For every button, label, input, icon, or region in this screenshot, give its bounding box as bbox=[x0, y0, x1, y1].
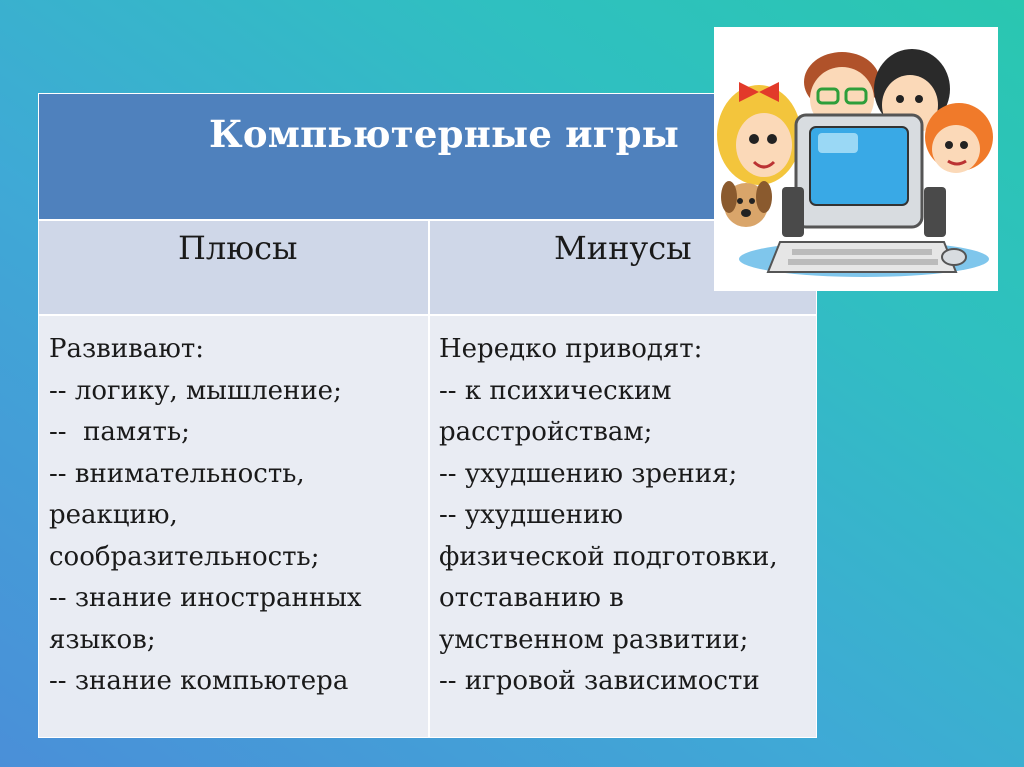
cons-line: -- ухудшению зрения; bbox=[439, 458, 738, 489]
pros-line: Развивают: bbox=[49, 334, 205, 364]
pros-cell bbox=[49, 329, 419, 703]
pros-line: сообразительность; bbox=[49, 541, 320, 572]
column-divider bbox=[428, 221, 430, 737]
cons-line: Нередко приводят: bbox=[439, 334, 703, 364]
table-title: Компьютерные игры bbox=[209, 112, 680, 156]
kids-with-computer-icon bbox=[714, 27, 998, 291]
pros-cons-table bbox=[38, 93, 817, 738]
pros-line: реакцию, bbox=[49, 500, 178, 530]
cons-cell bbox=[439, 329, 814, 703]
cons-line: отставанию в bbox=[439, 583, 624, 613]
cons-line: умственном развитии; bbox=[439, 624, 749, 655]
cons-line: -- ухудшению bbox=[439, 500, 623, 530]
pros-line: языков; bbox=[49, 624, 156, 655]
cons-line: -- игровой зависимости bbox=[439, 666, 760, 696]
cons-line: расстройствам; bbox=[439, 417, 653, 447]
cons-header: Минусы bbox=[554, 229, 692, 267]
pros-line: -- знание компьютера bbox=[49, 666, 349, 696]
pros-line: -- знание иностранных bbox=[49, 583, 362, 613]
pros-line: -- внимательность, bbox=[49, 458, 305, 489]
cons-line: -- к психическим bbox=[439, 375, 672, 406]
pros-line: -- логику, мышление; bbox=[49, 375, 342, 406]
pros-line: -- память; bbox=[49, 417, 190, 447]
cons-line: физической подготовки, bbox=[439, 541, 778, 572]
pros-header: Плюсы bbox=[178, 229, 298, 267]
table-header-row bbox=[39, 94, 816, 221]
